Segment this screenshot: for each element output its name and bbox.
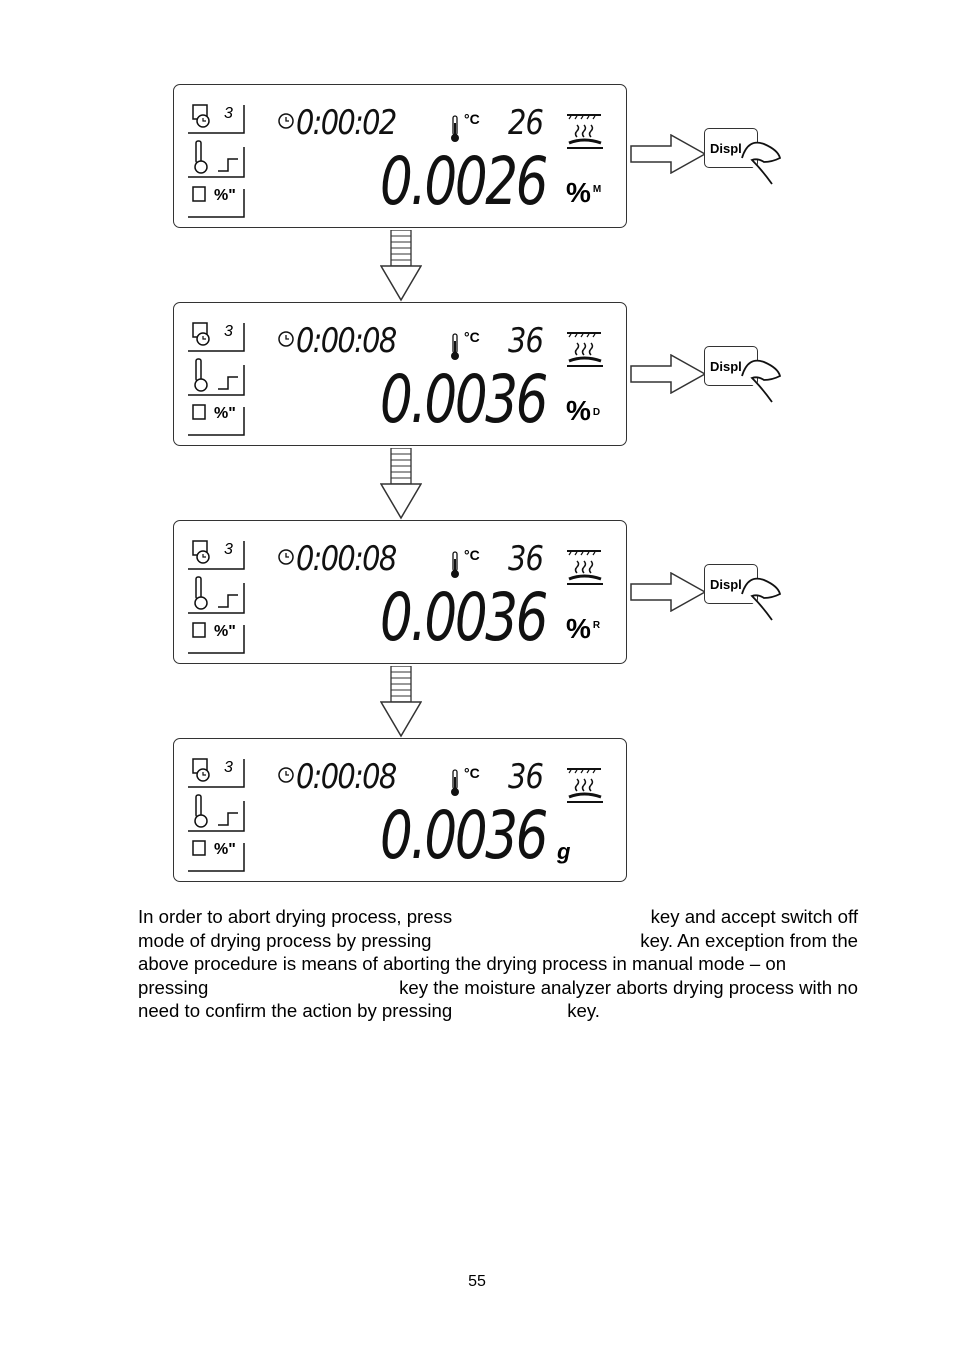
heater-icon (565, 547, 605, 589)
main-reading: 0.0036 (380, 579, 547, 656)
text-segment: key the moisture analyzer aborts drying process with no (399, 976, 858, 998)
text-segment: mode of drying process by pressing (138, 929, 432, 951)
side-label-3: 3 (224, 759, 233, 776)
displ-button-label: Displ (710, 141, 742, 156)
main-reading: 0.0026 (380, 143, 547, 220)
unit-symbol: % (566, 395, 591, 426)
reading-unit (566, 177, 601, 209)
temp-unit: °C (464, 329, 480, 345)
unit-symbol: % (566, 613, 591, 644)
thermo-step-icon (188, 139, 246, 179)
heater-icon (565, 111, 605, 153)
key-placeholder (481, 929, 591, 953)
page-number: 55 (468, 1273, 486, 1290)
paragraph-line (138, 929, 858, 953)
side-label-3: 3 (224, 323, 233, 340)
paragraph-line (138, 952, 858, 976)
elapsed-time: 0:00:08 (296, 757, 396, 797)
clock-icon (277, 548, 295, 566)
paragraph-line (138, 905, 858, 929)
thermometer-icon (449, 551, 461, 579)
timer-weight-icon (188, 99, 246, 139)
thermometer-icon (449, 333, 461, 361)
timer-weight-icon (188, 753, 246, 793)
key-placeholder (501, 905, 601, 929)
unit-suffix: R (592, 619, 601, 631)
temp-unit: °C (464, 111, 480, 127)
thermo-step-icon (188, 575, 246, 615)
right-arrow-icon (630, 572, 706, 612)
text-segment: key. (567, 1000, 600, 1022)
lcd-display-1 (173, 84, 627, 228)
side-label-3: 3 (224, 541, 233, 558)
unit-suffix: D (592, 407, 601, 419)
side-label-percent: %" (214, 187, 236, 204)
text-segment: pressing (138, 976, 209, 998)
instruction-paragraph (138, 905, 858, 1023)
temperature: 26 (508, 103, 544, 143)
down-arrow-icon (380, 666, 422, 738)
elapsed-time: 0:00:08 (296, 539, 396, 579)
timer-weight-icon (188, 535, 246, 575)
clock-icon (277, 766, 295, 784)
temp-unit: °C (464, 765, 480, 781)
main-reading: 0.0036 (380, 797, 547, 874)
timer-weight-icon (188, 317, 246, 357)
right-arrow-icon (630, 134, 706, 174)
lcd-display-2 (173, 302, 627, 446)
elapsed-time: 0:00:08 (296, 321, 396, 361)
side-icons (188, 85, 248, 227)
temp-unit: °C (464, 547, 480, 563)
thermo-step-icon (188, 793, 246, 833)
thermometer-icon (449, 115, 461, 143)
clock-icon (277, 330, 295, 348)
text-segment: above procedure is means of aborting the drying process in manual mode – on (138, 953, 787, 975)
lcd-display-3 (173, 520, 627, 664)
clock-icon (277, 112, 295, 130)
finger-press-icon (740, 136, 784, 186)
right-arrow-icon (630, 354, 706, 394)
side-label-3: 3 (224, 105, 233, 122)
unit-symbol: % (566, 177, 591, 208)
lcd-display-4 (173, 738, 627, 882)
key-placeholder (457, 999, 562, 1023)
side-label-percent: %" (214, 841, 236, 858)
side-label-percent: %" (214, 405, 236, 422)
reading-unit (566, 613, 600, 645)
down-arrow-icon (380, 448, 422, 520)
text-segment: key. An exception from the (640, 929, 858, 951)
main-reading: 0.0036 (380, 361, 547, 438)
side-icons (188, 303, 248, 445)
text-segment: need to confirm the action by pressing (138, 1000, 453, 1022)
reading-unit (566, 395, 600, 427)
heater-icon (565, 329, 605, 371)
reading-unit: g (557, 839, 571, 864)
temperature: 36 (508, 757, 544, 797)
text-segment: key and accept switch off (650, 906, 858, 927)
text-segment: In order to abort drying process, press (138, 906, 453, 927)
temperature: 36 (508, 321, 544, 361)
displ-button-label: Displ (710, 359, 742, 374)
finger-press-icon (740, 354, 784, 404)
thermometer-icon (449, 769, 461, 797)
down-arrow-icon (380, 230, 422, 302)
displ-button-label: Displ (710, 577, 742, 592)
temperature: 36 (508, 539, 544, 579)
heater-icon (565, 765, 605, 807)
paragraph-line (138, 999, 858, 1023)
key-placeholder (254, 976, 354, 1000)
unit-suffix: M (592, 183, 602, 195)
paragraph-line (138, 976, 858, 1000)
finger-press-icon (740, 572, 784, 622)
elapsed-time: 0:00:02 (296, 103, 396, 143)
side-label-percent: %" (214, 623, 236, 640)
side-icons (188, 739, 248, 881)
thermo-step-icon (188, 357, 246, 397)
side-icons (188, 521, 248, 663)
